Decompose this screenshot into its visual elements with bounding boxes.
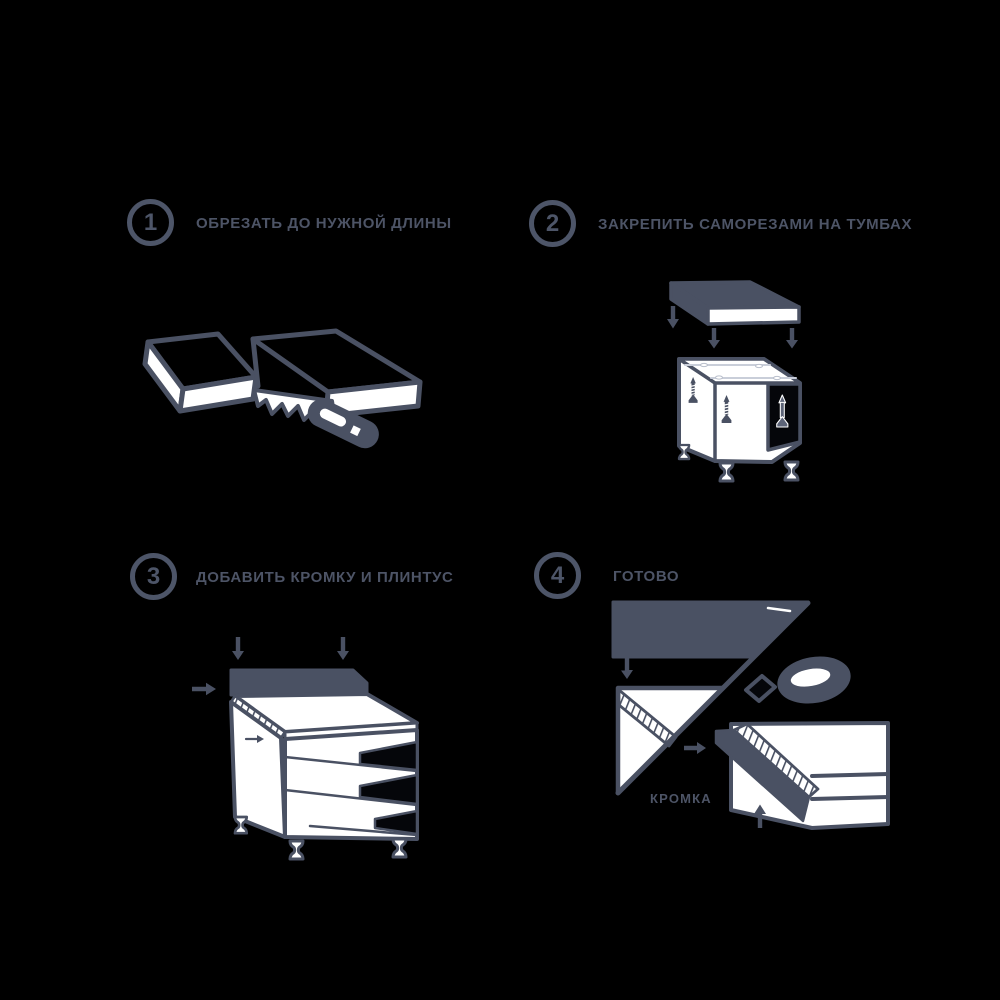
step-3-label: ДОБАВИТЬ КРОМКУ И ПЛИНТУС	[196, 569, 454, 586]
cabinet-leg	[290, 841, 303, 859]
step-2-badge	[529, 200, 576, 247]
down-arrow-icon	[232, 637, 244, 660]
tape-end	[746, 676, 775, 701]
plinth-strip	[231, 670, 367, 695]
cabinet-leg	[393, 839, 406, 857]
down-arrow-icon	[667, 306, 679, 329]
cabinet-leg	[679, 445, 689, 459]
cabinet-leg	[235, 817, 247, 833]
step-2-label: ЗАКРЕПИТЬ САМОРЕЗАМИ НА ТУМБАХ	[598, 216, 913, 233]
step-3-badge	[130, 553, 177, 600]
step-4-badge	[534, 552, 581, 599]
offcut-board-front	[180, 377, 256, 411]
step-1-illustration-saw-icon	[130, 330, 450, 480]
down-arrow-icon	[621, 658, 633, 679]
step-2-number: 2	[545, 209, 560, 237]
down-arrow-icon	[337, 637, 349, 660]
step-4-number: 4	[550, 561, 565, 589]
right-arrow-icon	[684, 742, 706, 754]
step-1-number: 1	[143, 208, 158, 236]
offcut-board-end	[145, 342, 183, 411]
down-arrow-icon	[786, 328, 798, 349]
step-1-label: ОБРЕЗАТЬ ДО НУЖНОЙ ДЛИНЫ	[196, 215, 452, 232]
step-1-badge	[127, 199, 174, 246]
step-3-illustration-edged-cabinet-icon	[170, 620, 450, 880]
edge-tape-roll-icon	[774, 651, 855, 709]
down-arrow-icon	[708, 328, 720, 349]
step-4-label: ГОТОВО	[613, 568, 680, 585]
right-arrow-icon	[192, 683, 216, 695]
step-3-number: 3	[146, 562, 161, 590]
step-4-illustration-edge-banding-icon	[590, 590, 910, 870]
edge-label: КРОМКА	[650, 791, 712, 806]
countertop-front	[708, 307, 799, 324]
cabinet-leg	[720, 463, 733, 481]
cabinet-leg	[785, 462, 798, 480]
step-2-illustration-cabinet-icon	[660, 280, 910, 490]
